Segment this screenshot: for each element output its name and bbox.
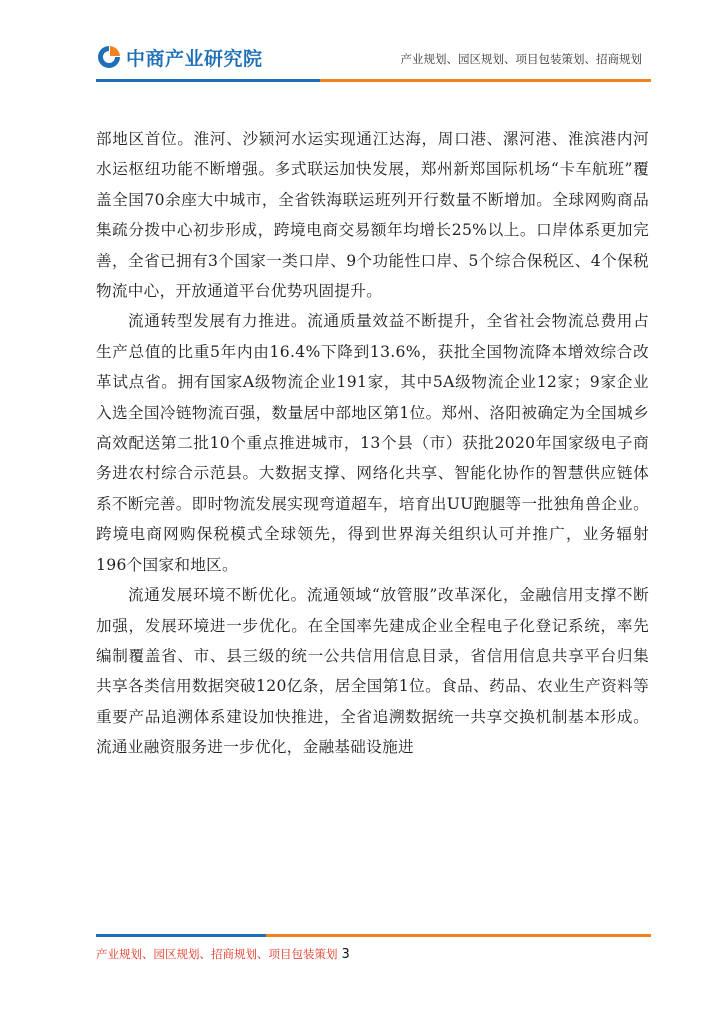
paragraph-continuation: 部地区首位。淮河、沙颍河水运实现通江达海，周口港、漯河港、淮滨港内河水运枢纽功能不断增强。多式联运加快发展，郑州新郑国际机场“卡车航班”覆盖全国70余座大中城市，全省铁海联运班列开行数量不断增加。全球网购商品集疏分拨中心初步形成，跨境电商交易额年均增长25%以上。口岸体系更加完善，全省已拥有3个国家一类口岸、9个功能性口岸、5个综合保税区、4个保税物流中心，开放通道平台优势巩固提升。 — [96, 130, 649, 301]
document-body — [96, 124, 649, 763]
header-tagline: 产业规划、园区规划、项目包装策划、招商规划 — [400, 52, 642, 66]
logo-text: 中商产业研究院 — [126, 47, 263, 70]
paragraph-circulation-environment: 流通发展环境不断优化。流通领域“放管服”改革深化，金融信用支撑不断加强，发展环境进一步优化。在全国率先建成企业全程电子化登记系统，率先编制覆盖省、市、县三级的统一公共信用信息目录，省信用信息共享平台归集共享各类信用数据突破120亿条，居全国第1位。食品、药品、农业生产资料等重要产品追溯体系建设加快推进，全省追溯数据统一共享交换机制基本形成。流通业融资服务进一步优化，金融基础设施进 — [96, 586, 649, 757]
footer-divider-orange — [266, 934, 651, 937]
page-footer — [96, 946, 350, 962]
paragraph-circulation-transformation: 流通转型发展有力推进。流通质量效益不断提升，全省社会物流总费用占生产总值的比重5年内由16.4%下降到13.6%，获批全国物流降本增效综合改革试点省。拥有国家A级物流企业191家，其中5A级物流企业12家；9家企业入选全国冷链物流百强，数量居中部地区第1位。郑州、洛阳被确定为全国城乡高效配送第二批10个重点推进城市，13个县（市）获批2020年国家级电子商务进农村综合示范县。大数据支撑、网络化共享、智能化协作的智慧供应链体系不断完善。即时物流发展实现弯道超车，培育出UU跑腿等一批独角兽企业。跨境电商网购保税模式全球领先，得到世界海关组织认可并推广，业务辐射196个国家和地区。 — [96, 312, 649, 574]
footer-divider-blue — [96, 934, 266, 937]
page-number: 3 — [341, 947, 350, 962]
header-divider-orange — [320, 79, 651, 82]
logo-mark-icon — [96, 44, 122, 70]
page-header — [0, 0, 724, 90]
footer-tagline: 产业规划、园区规划、招商规划、项目包装策划 — [96, 947, 338, 961]
company-logo — [96, 41, 263, 73]
header-divider-blue — [96, 79, 320, 82]
